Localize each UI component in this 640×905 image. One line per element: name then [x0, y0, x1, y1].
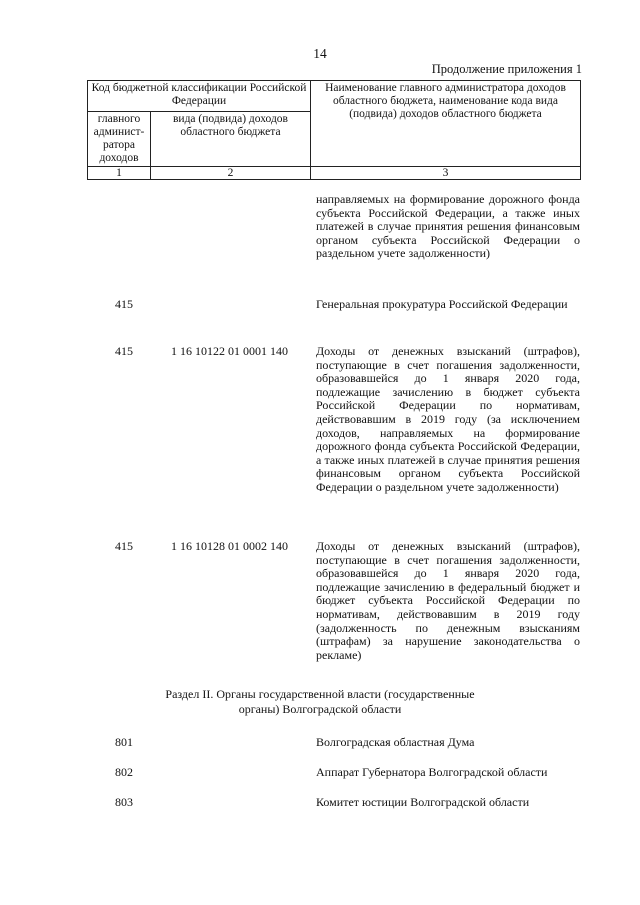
header-num3: 3 — [311, 167, 581, 180]
income-name: Доходы от денежных взысканий (штрафов), поступающие в счет погашения задолженности, образовавшейся до 1 января 2020 года, подлежащие зачислению в федеральный бюджет и бюджет субъекта Российской Федерации по нормативам, действовавшим в 2019 году (задолженность по денежным взысканиям (штрафам) за нарушение законодательства о рекламе) — [316, 539, 580, 662]
section-title: Раздел II. Органы государственной власти (государственные органы) Волгоградской области — [165, 687, 475, 716]
admin-code: 802 — [115, 765, 133, 779]
header-code-group: Код бюджетной классификации Российской Федерации — [88, 81, 311, 112]
income-name: Волгоградская областная Дума — [316, 735, 475, 749]
header-col3: Наименование главного администратора доходов областного бюджета, наименование кода вида (подвида) доходов областного бюджета — [311, 81, 581, 167]
income-name: Аппарат Губернатора Волгоградской области — [316, 765, 548, 779]
admin-code: 801 — [115, 735, 133, 749]
admin-code: 415 — [115, 297, 133, 311]
income-name: Комитет юстиции Волгоградской области — [316, 795, 530, 809]
income-code: 1 16 10128 01 0002 140 — [171, 539, 288, 553]
admin-code: 803 — [115, 795, 133, 809]
income-name: Генеральная прокуратура Российской Федерации — [316, 297, 568, 311]
header-col2: вида (подвида) доходов областного бюджета — [151, 112, 311, 167]
header-num2: 2 — [151, 167, 311, 180]
header-col1: главного админист-ратора доходов — [88, 112, 151, 167]
page-number: 14 — [313, 46, 327, 61]
admin-code: 415 — [115, 539, 133, 553]
header-num1: 1 — [88, 167, 151, 180]
admin-code: 415 — [115, 344, 133, 358]
continuation-label: Продолжение приложения 1 — [431, 62, 582, 76]
table-header — [87, 80, 581, 180]
income-code: 1 16 10122 01 0001 140 — [171, 344, 288, 358]
income-name: Доходы от денежных взысканий (штрафов), поступающие в счет погашения задолженности, образовавшейся до 1 января 2020 года, подлежащие зачислению в бюджет субъекта Российской Федерации по нормативам, действовавшим в 2019 году (за исключением доходов, направляемых на формирование дорожного фонда субъекта Российской Федерации, а также иных платежей в случае принятия решения финансовым органом субъекта Российской Федерации о раздельном учете задолженности) — [316, 344, 580, 494]
income-name: направляемых на формирование дорожного фонда субъекта Российской Федерации, а также иных платежей в случае принятия решения финансовым органом субъекта Российской Федерации о раздельном учете задолженности) — [316, 192, 580, 261]
